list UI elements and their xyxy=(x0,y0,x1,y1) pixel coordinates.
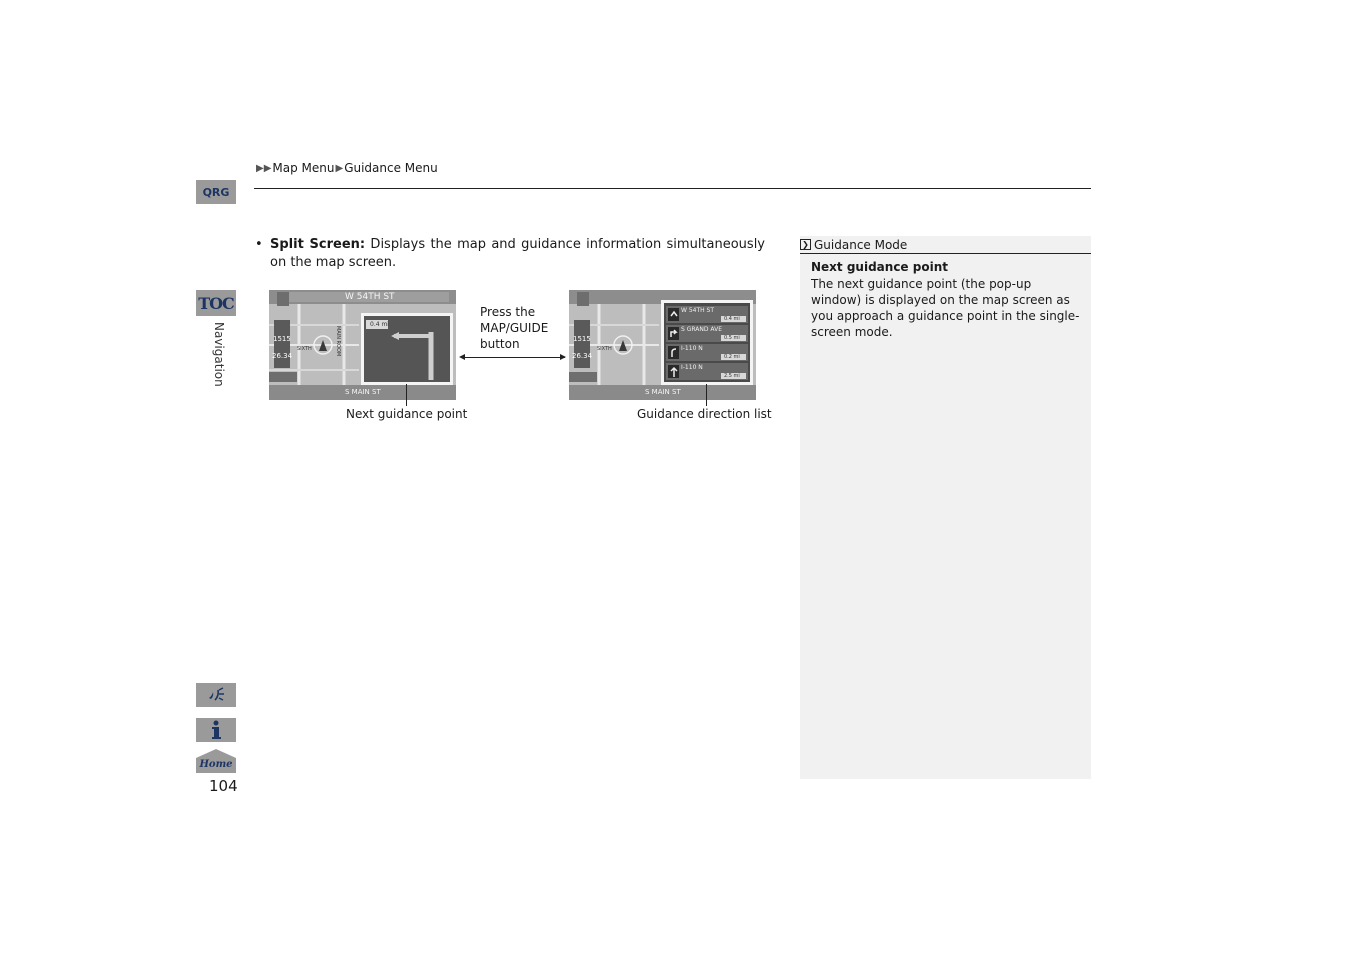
note-marker-icon: ❯ xyxy=(800,239,811,250)
left-popup-distance: 0.4 mi xyxy=(370,321,389,328)
map-screenshot-split xyxy=(569,290,756,400)
voice-command-button[interactable] xyxy=(196,683,236,707)
press-label-line-2: MAP/GUIDE xyxy=(480,321,549,335)
sidebar-heading xyxy=(800,236,1091,254)
right-list-item-1-dist: 0.4 mi xyxy=(724,316,740,322)
map-screenshot-single xyxy=(269,290,456,400)
page-number: 104 xyxy=(209,777,238,795)
press-label xyxy=(480,304,548,352)
header-rule xyxy=(254,188,1091,189)
right-list-item-4-name: I-110 N xyxy=(681,364,703,371)
toggle-arrow-line xyxy=(461,357,565,358)
qrg-tab[interactable]: QRG xyxy=(196,180,236,204)
toc-tab[interactable]: TOC xyxy=(196,290,236,316)
right-list-item-1-name: W 54TH ST xyxy=(681,307,715,314)
left-caption: Next guidance point xyxy=(346,407,468,421)
info-icon xyxy=(209,720,223,740)
breadcrumb-item-guidance-menu[interactable]: Guidance Menu xyxy=(344,161,438,175)
home-icon xyxy=(196,749,236,773)
home-button[interactable] xyxy=(196,749,236,773)
section-label: Navigation xyxy=(212,322,226,387)
left-side-street: SIXTH xyxy=(297,346,312,352)
left-time-2: 26.34 xyxy=(272,352,293,360)
right-list-item-4-dist: 2.5 mi xyxy=(724,373,740,379)
left-callout-line xyxy=(406,384,407,406)
right-street-bottom: S MAIN ST xyxy=(645,388,681,396)
guidance-mode-sidebar xyxy=(800,236,1091,779)
right-list-item-3-name: I-110 N xyxy=(681,345,703,352)
bullet-term: Split Screen: xyxy=(270,237,366,252)
press-label-line-1: Press the xyxy=(480,305,536,319)
bullet-description: Displays the map and guidance information simultaneously on the map screen. xyxy=(270,237,765,270)
sidebar-subheading: Next guidance point xyxy=(811,260,948,274)
right-side-street: SIXTH xyxy=(597,346,612,352)
right-callout-line xyxy=(706,384,707,406)
right-time-2: 26.34 xyxy=(572,352,593,360)
left-street-bottom: S MAIN ST xyxy=(345,388,381,396)
toggle-arrow-left-icon xyxy=(459,354,465,360)
sidebar-body: The next guidance point (the pop-up window) is displayed on the map screen as you approach a guidance point in the single-screen mode. xyxy=(811,277,1080,339)
voice-command-icon xyxy=(205,686,227,704)
toggle-arrow-right-icon xyxy=(560,354,566,360)
split-screen-bullet xyxy=(255,236,765,272)
right-caption: Guidance direction list xyxy=(637,407,772,421)
left-vertical-street: MAIN ROOM xyxy=(335,326,341,357)
right-time-1: 1515 xyxy=(573,335,591,343)
bullet-text xyxy=(270,236,765,272)
breadcrumb-arrow-icon: ▶▶ xyxy=(256,162,272,174)
right-list-item-2-name: S GRAND AVE xyxy=(681,326,723,333)
left-time-1: 1515 xyxy=(273,335,291,343)
breadcrumb-separator-icon: ▶ xyxy=(335,162,344,174)
info-button[interactable] xyxy=(196,718,236,742)
breadcrumb-item-map-menu[interactable]: Map Menu xyxy=(272,161,335,175)
breadcrumb xyxy=(256,161,438,175)
press-label-line-3: button xyxy=(480,337,520,351)
sidebar-heading-text: Guidance Mode xyxy=(814,237,908,252)
right-list-item-2-dist: 0.5 mi xyxy=(724,335,740,341)
left-street-top: W 54TH ST xyxy=(345,292,395,302)
right-list-item-3-dist: 0.2 mi xyxy=(724,354,740,360)
bullet-dot: • xyxy=(255,237,263,252)
svg-text:Home: Home xyxy=(199,759,233,770)
